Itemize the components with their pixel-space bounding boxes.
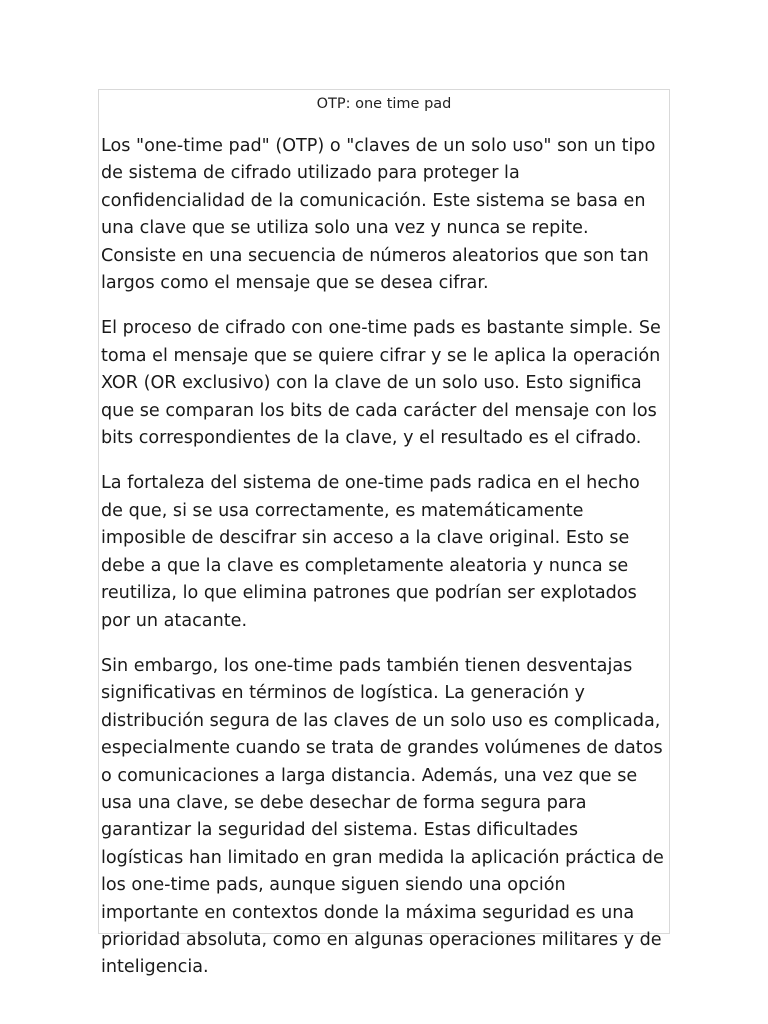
paragraph-3: La fortaleza del sistema de one-time pads radica en el hecho de que, si se usa correctamente, es matemáticamente imposible de descifrar sin acceso a la clave original. Esto se debe a que la clave es completamente aleatoria y nunca se reutiliza, lo que elimina patrones que podrían ser explotados por un atacante. <box>101 473 640 631</box>
document-title: OTP: one time pad <box>316 96 452 112</box>
document-page <box>98 89 670 978</box>
paragraph-4: Sin embargo, los one-time pads también tienen desventajas significativas en términos de logística. La generación y distribución segura de las claves de un solo uso es complicada, especialmente cuando se trata de grandes volúmenes de datos o comunicaciones a larga distancia. Además, una vez que se usa una clave, se debe desechar de forma segura para garantizar la seguridad del sistema. Estas dificultades logísticas han limitado en gran medida la aplicación práctica de los one-time pads, aunque siguen siendo una opción importante en contextos donde la máxima seguridad es una prioridad absoluta, como en algunas operaciones militares y de inteligencia. <box>101 655 664 978</box>
paragraph-2: El proceso de cifrado con one-time pads es bastante simple. Se toma el mensaje que se quiere cifrar y se le aplica la operación XOR (OR exclusivo) con la clave de un solo uso. Esto significa que se comparan los bits de cada carácter del mensaje con los bits correspondientes de la clave, y el resultado es el cifrado. <box>101 318 661 449</box>
document-body <box>101 133 665 982</box>
paragraph-1: Los "one-time pad" (OTP) o "claves de un solo uso" son un tipo de sistema de cifrado utilizado para proteger la confidencialidad de la comunicación. Este sistema se basa en una clave que se utiliza solo una vez y nunca se repite. Consiste en una secuencia de números aleatorios que son tan largos como el mensaje que se desea cifrar. <box>101 136 656 294</box>
